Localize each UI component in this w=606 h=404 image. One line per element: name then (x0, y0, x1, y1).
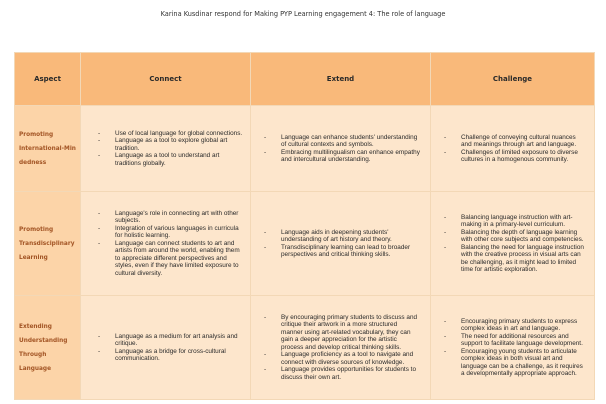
aspect-line: Language (19, 365, 52, 372)
list-item: - By encouraging primary students to discuss and critique their artwork in a more structured manner using art-related vocabulary, they can gain a deeper appreciation for the artistic process and develop critical thinking skills. (281, 314, 420, 352)
list-item: - Encouraging young students to articulate complex ideas in both visual art and language can be a challenge, as it requires a developmentally appropriate approach. (461, 348, 584, 378)
list-item: - Embracing multilingualism can enhance empathy and intercultural understanding. (281, 149, 420, 164)
aspect-cell (15, 106, 81, 192)
list-item: - Language can connect students to art and artists from around the world, enabling them to appreciate different perspectives and styles, even if they have limited exposure to cultural diversity. (115, 240, 244, 278)
list-item: - Language as a tool to understand art traditions globally. (115, 152, 244, 167)
header-challenge: Challenge (431, 53, 595, 106)
extend-list (251, 314, 430, 382)
list-item: - Challenge of conveying cultural nuances and meanings through art and language. (461, 134, 584, 149)
list-item: - Integration of various languages in curricula for holistic learning. (115, 225, 244, 240)
table-row (15, 106, 595, 192)
table-row (15, 296, 595, 400)
challenge-list (431, 318, 594, 378)
extend-cell (251, 296, 431, 400)
list-item: - Language provides opportunities for students to discuss their own art. (281, 366, 420, 381)
connect-cell (81, 106, 251, 192)
aspect-line: Learning (19, 254, 48, 261)
list-item: - Language as a bridge for cross-cultural communication. (115, 348, 244, 363)
challenge-cell (431, 192, 595, 296)
extend-cell (251, 192, 431, 296)
aspect-line: International-Min (19, 145, 76, 152)
challenge-cell (431, 296, 595, 400)
list-item: - The need for additional resources and support to facilitate language development. (461, 333, 584, 348)
aspect-line: Extending (19, 323, 52, 330)
list-item: - Language as a medium for art analysis and critique. (115, 333, 244, 348)
document-title: Karina Kusdinar respond for Making PYP Learning engagement 4: The role of language (160, 10, 446, 18)
extend-list (251, 134, 430, 164)
aspect-line: dedness (19, 159, 47, 166)
connect-list (81, 210, 250, 278)
list-item: - Balancing language instruction with art-making in a primary-level curriculum. (461, 214, 584, 229)
extend-list (251, 229, 430, 259)
challenge-list (431, 214, 594, 274)
challenge-cell (431, 106, 595, 192)
list-item: - Language proficiency as a tool to navigate and connect with diverse sources of knowledge. (281, 351, 420, 366)
pyp-language-table (14, 52, 595, 400)
list-item: - Transdisciplinary learning can lead to broader perspectives and critical thinking skills. (281, 244, 420, 259)
list-item: - Language can enhance students' understanding of cultural contexts and symbols. (281, 134, 420, 149)
header-aspect: Aspect (15, 53, 81, 106)
list-item: - Language as a tool to explore global art tradition. (115, 137, 244, 152)
connect-list (81, 333, 250, 363)
aspect-cell (15, 296, 81, 400)
header-row (15, 53, 595, 106)
aspect-line: Understanding (19, 337, 68, 344)
aspect-line: Promoting (19, 131, 54, 138)
list-item: - Use of local language for global connections. (115, 130, 244, 138)
aspect-line: Promoting (19, 226, 54, 233)
aspect-line: Through (19, 351, 47, 358)
aspect-line: Transdisciplinary (19, 240, 75, 247)
connect-cell (81, 192, 251, 296)
extend-cell (251, 106, 431, 192)
table-row (15, 192, 595, 296)
list-item: - Challenges of limited exposure to diverse cultures in a homogenous community. (461, 149, 584, 164)
header-extend: Extend (251, 53, 431, 106)
list-item: - Language aids in deepening students' understanding of art history and theory. (281, 229, 420, 244)
challenge-list (431, 134, 594, 164)
list-item: - Balancing the need for language instruction with the creative process in visual arts can be challenging, as it might lead to limited time for artistic exploration. (461, 244, 584, 274)
list-item: - Encouraging primary students to express complex ideas in art and language. (461, 318, 584, 333)
list-item: - Language's role in connecting art with other subjects. (115, 210, 244, 225)
aspect-cell (15, 192, 81, 296)
connect-list (81, 130, 250, 168)
connect-cell (81, 296, 251, 400)
header-connect: Connect (81, 53, 251, 106)
list-item: - Balancing the depth of language learning with other core subjects and competencies. (461, 229, 584, 244)
